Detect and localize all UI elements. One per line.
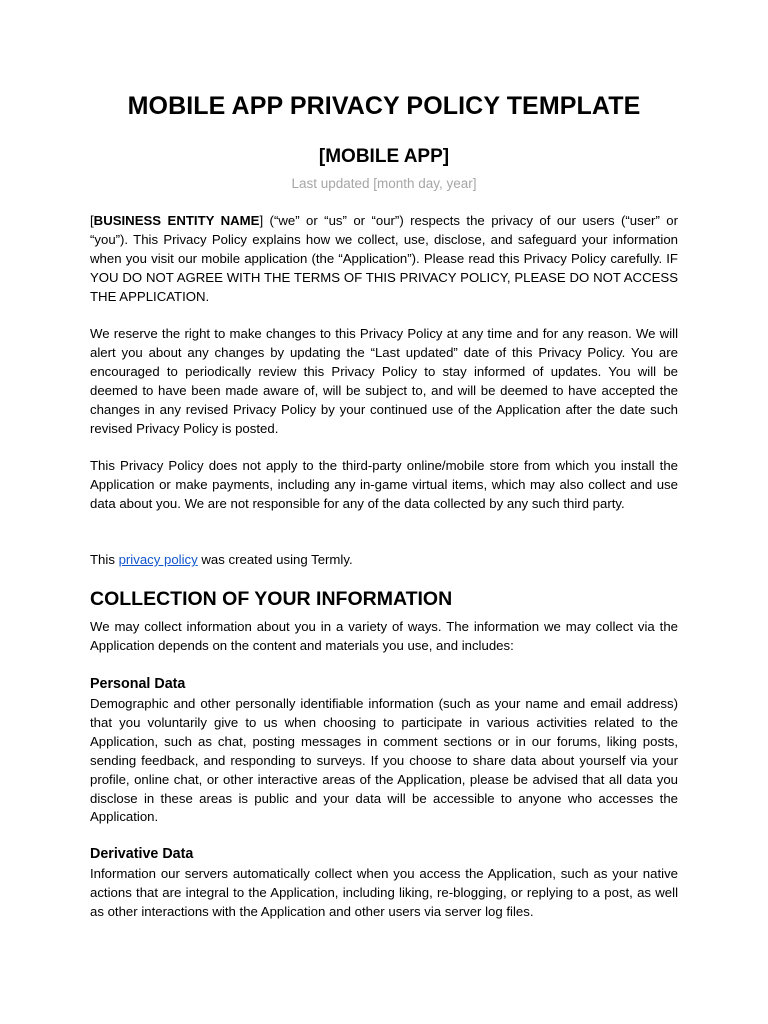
intro-paragraph-1-text: ] (“we” or “us” or “our”) respects the privacy of our users (“user” or “you”). This Privacy Policy explains how we collect, use, disclose, and safeguard your information when you visit our mobile application (the “Application”). Please read this Privacy Policy carefully. IF YOU DO NOT AGREE WITH THE TERMS OF THIS PRIVACY POLICY, PLEASE DO NOT ACCESS THE APPLICATION.	[90, 213, 679, 304]
intro-paragraph-2: We reserve the right to make changes to this Privacy Policy at any time and for any reason. We will alert you about any changes by updating the “Last updated” date of this Privacy Policy. You are encouraged to periodically review this Privacy Policy to stay informed of updates. You will be deemed to have been made aware of, will be subject to, and will be deemed to have accepted the changes in any revised Privacy Policy by your continued use of the Application after the date such revised Privacy Policy is posted.	[90, 326, 678, 436]
derivative-data-heading: Derivative Data	[90, 846, 194, 862]
derivative-data-paragraph: Information our servers automatically collect when you access the Application, such as your native actions that are integral to the Application, including liking, re-blogging, or replying to a post, as well as other interactions with the Application and other users via server log files.	[90, 866, 678, 919]
credit-prefix: This	[90, 552, 119, 567]
intro-paragraph-3: This Privacy Policy does not apply to the third-party online/mobile store from which you install the Application or make payments, including any in-game virtual items, which may also collect and use data about you. We are not responsible for any of the data collected by any such third party.	[90, 458, 678, 511]
document-subtitle: [MOBILE APP]	[318, 146, 450, 167]
collection-section-heading: COLLECTION OF YOUR INFORMATION	[90, 588, 453, 610]
termly-credit-paragraph	[90, 551, 678, 570]
privacy-policy-link[interactable]: privacy policy	[118, 552, 198, 567]
last-updated-line: Last updated [month day, year]	[291, 176, 477, 191]
business-entity-name: BUSINESS ENTITY NAME	[93, 213, 260, 228]
collection-intro-paragraph: We may collect information about you in a variety of ways. The information we may collect via the Application depends on the content and materials you use, and includes:	[90, 619, 678, 653]
open-bracket: [	[90, 213, 94, 228]
personal-data-paragraph: Demographic and other personally identifiable information (such as your name and email address) that you voluntarily give to us when choosing to participate in various activities related to the Application, such as chat, posting messages in comment sections or in our forums, liking posts, sending feedback, and responding to surveys. If you choose to share data about yourself via your profile, online chat, or other interactive areas of the Application, please be advised that all data you disclose in these areas is public and your data will be accessible to anyone who accesses the Application.	[90, 696, 678, 825]
personal-data-heading: Personal Data	[90, 676, 186, 692]
document-title: MOBILE APP PRIVACY POLICY TEMPLATE	[127, 92, 641, 120]
credit-suffix: was created using Termly.	[197, 552, 353, 567]
intro-paragraph-1	[90, 212, 678, 307]
